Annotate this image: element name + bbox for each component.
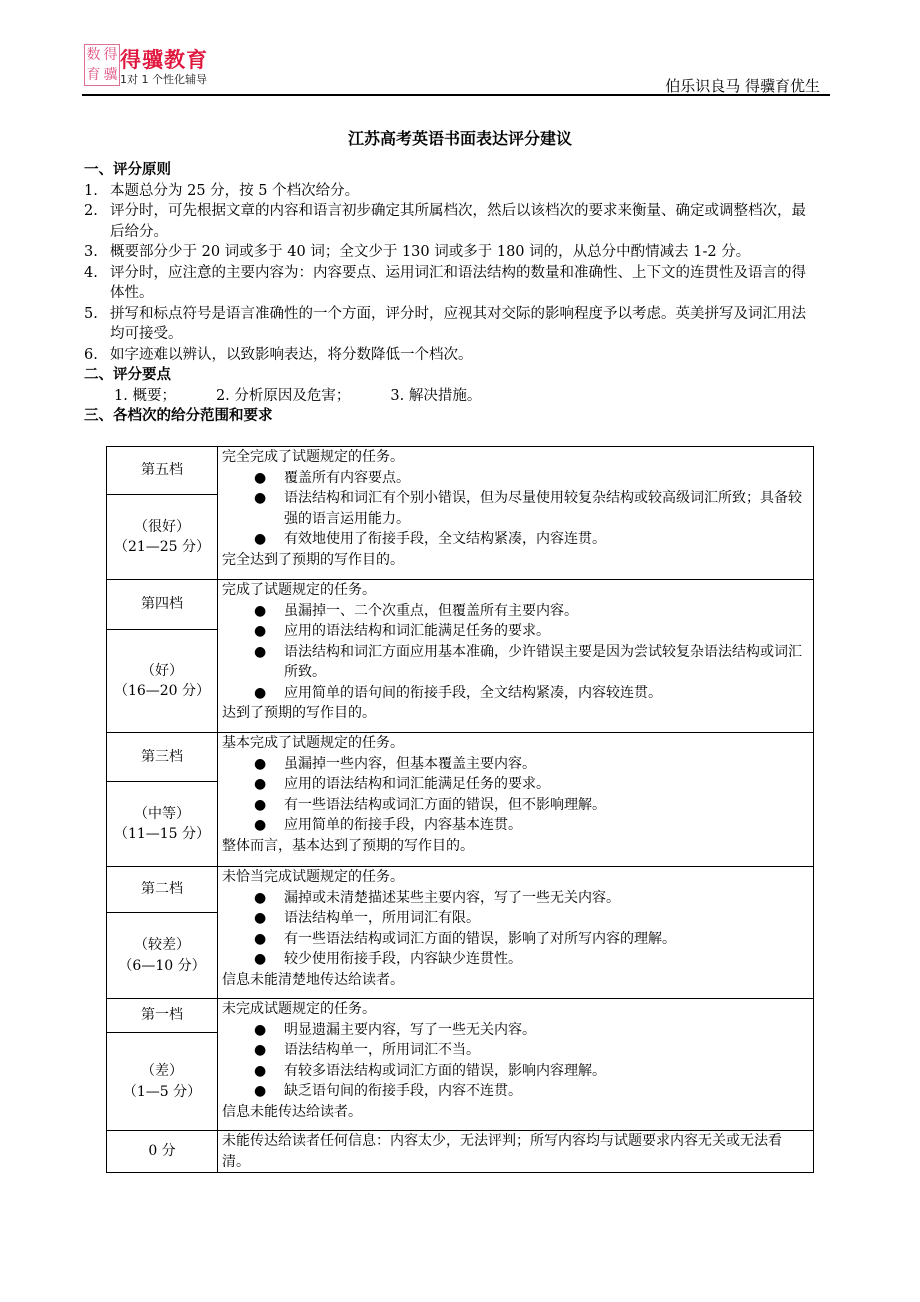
- header-divider: [82, 94, 830, 96]
- band-row: [107, 447, 814, 495]
- band-outro: 达到了预期的写作目的。: [222, 705, 376, 721]
- item-number: 3.: [84, 244, 98, 260]
- bullet-icon: ●: [254, 469, 267, 486]
- principle-item: [84, 181, 814, 202]
- logo-char: 骥: [103, 67, 118, 83]
- bullet-text: 应用简单的衔接手段，内容基本连贯。: [284, 817, 522, 833]
- bullet-item: [222, 488, 809, 529]
- band-row: [107, 580, 814, 630]
- band-label: （好）: [141, 662, 183, 679]
- item-number: 2.: [84, 203, 98, 219]
- item-text: 评分时，应注意的主要内容为：内容要点、运用词汇和语法结构的数量和准确性、上下文的连贯性及语言的得体性。: [110, 264, 806, 301]
- bullet-item: [222, 1040, 809, 1061]
- bullet-text: 有一些语法结构或词汇方面的错误，影响了对所写内容的理解。: [284, 930, 676, 947]
- grading-table: [106, 446, 814, 1173]
- bullet-text: 覆盖所有内容要点。: [284, 469, 410, 486]
- band-range: （21—25 分）: [113, 539, 211, 555]
- band-intro: 基本完成了试题规定的任务。: [222, 735, 404, 751]
- bullet-icon: ●: [254, 930, 267, 947]
- band-intro: 完全完成了试题规定的任务。: [222, 449, 404, 465]
- bullet-item: [222, 908, 809, 929]
- band-label: （差）: [141, 1063, 183, 1079]
- band-description: [218, 999, 814, 1131]
- bullet-item: [222, 642, 809, 683]
- principle-item: [84, 304, 814, 345]
- bullet-icon: ●: [254, 1062, 267, 1079]
- bullet-icon: ●: [254, 889, 267, 906]
- logo-char: 得: [103, 47, 118, 63]
- item-text: 拼写和标点符号是语言准确性的一个方面，评分时，应视其对交际的影响程度予以考虑。英美拼写及词汇用法均可接受。: [110, 305, 806, 342]
- bullet-item: [222, 468, 809, 489]
- bullet-icon: ●: [254, 531, 267, 547]
- band-score: [107, 782, 218, 867]
- bullet-text: 语法结构单一，所用词汇有限。: [284, 910, 480, 926]
- principle-item: [84, 345, 814, 366]
- item-number: 1.: [84, 182, 98, 199]
- bullet-icon: ●: [254, 951, 267, 967]
- band-row: [107, 999, 814, 1033]
- band-label: （很好）: [134, 518, 190, 535]
- band-score: [107, 495, 218, 580]
- bullet-item: [222, 683, 809, 704]
- document-body: [84, 160, 814, 427]
- bullet-item: [222, 774, 809, 795]
- bullet-text: 有一些语法结构或词汇方面的错误，但不影响理解。: [284, 796, 606, 813]
- band-name: 第五档: [107, 447, 218, 495]
- bullet-icon: ●: [254, 602, 267, 619]
- band-intro: 未完成试题规定的任务。: [222, 1001, 376, 1017]
- bullet-icon: ●: [254, 755, 267, 772]
- bullet-text: 虽漏掉一些内容，但基本覆盖主要内容。: [284, 755, 536, 772]
- bullet-item: [222, 621, 809, 642]
- zero-description: 未能传达给读者任何信息：内容太少，无法评判；所写内容均与试题要求内容无关或无法看清。: [218, 1131, 814, 1173]
- band-name: 第一档: [107, 999, 218, 1033]
- band-score: [107, 1033, 218, 1131]
- bullet-text: 有较多语法结构或词汇方面的错误，影响内容理解。: [284, 1062, 606, 1079]
- bullet-text: 虽漏掉一、二个次重点，但覆盖所有主要内容。: [284, 602, 578, 619]
- bullet-icon: ●: [254, 643, 267, 660]
- bullet-icon: ●: [254, 796, 267, 813]
- item-number: 4.: [84, 264, 98, 281]
- bullet-item: [222, 888, 809, 909]
- section-heading: 二、评分要点: [84, 367, 171, 383]
- band-description: [218, 447, 814, 580]
- bullet-item: [222, 1020, 809, 1041]
- band-range: （16—20 分）: [113, 683, 211, 699]
- bullet-text: 应用的语法结构和词汇能满足任务的要求。: [284, 776, 550, 792]
- band-range: （1—5 分）: [122, 1083, 202, 1100]
- item-text: 评分时，可先根据文章的内容和语言初步确定其所属档次，然后以该档次的要求来衡量、确定或调整档次，最后给分。: [110, 203, 806, 240]
- band-intro: 完成了试题规定的任务。: [222, 582, 376, 598]
- band-row: [107, 733, 814, 782]
- key-point: 2. 分析原因及危害；: [215, 387, 351, 404]
- band-outro: 整体而言，基本达到了预期的写作目的。: [222, 837, 474, 854]
- bullet-icon: ●: [254, 684, 267, 701]
- band-name: 第二档: [107, 867, 218, 913]
- bullet-icon: ●: [254, 623, 267, 639]
- principle-item: [84, 201, 814, 242]
- bullet-text: 较少使用衔接手段，内容缺少连贯性。: [284, 951, 522, 967]
- bullet-icon: ●: [254, 910, 267, 926]
- bullet-icon: ●: [254, 817, 267, 833]
- key-point: 1. 概要；: [114, 387, 176, 404]
- band-label: （中等）: [134, 805, 190, 822]
- band-row: [107, 867, 814, 913]
- bullet-icon: ●: [254, 1042, 267, 1058]
- bullet-text: 有效地使用了衔接手段，全文结构紧凑，内容连贯。: [284, 531, 606, 547]
- band-name: 第三档: [107, 733, 218, 782]
- section-heading: 一、评分原则: [84, 162, 171, 178]
- principle-item: [84, 263, 814, 304]
- band-outro: 信息未能传达给读者。: [222, 1103, 362, 1120]
- brand-name: 得骥教育: [120, 48, 208, 72]
- bullet-text: 缺乏语句间的衔接手段，内容不连贯。: [284, 1083, 522, 1099]
- bullet-item: [222, 795, 809, 816]
- band-description: [218, 733, 814, 867]
- band-label: （较差）: [134, 937, 190, 953]
- bullet-icon: ●: [254, 1083, 267, 1099]
- logo-char: 育: [86, 67, 101, 83]
- bullet-item: [222, 815, 809, 836]
- bullet-text: 漏掉或未清楚描述某些主要内容，写了一些无关内容。: [284, 889, 620, 906]
- key-point: 3. 解决措施。: [390, 387, 482, 404]
- band-score: [107, 913, 218, 999]
- section-heading: 三、各档次的给分范围和要求: [84, 408, 273, 424]
- bullet-icon: ●: [254, 490, 267, 506]
- bullet-text: 语法结构和词汇有个别小错误，但为尽量使用较复杂结构或较高级词汇所致；具备较强的语言运用能力。: [284, 490, 802, 527]
- band-outro: 完全达到了预期的写作目的。: [222, 551, 404, 568]
- item-number: 6.: [84, 346, 98, 363]
- band-description: [218, 867, 814, 999]
- bullet-item: [222, 601, 809, 622]
- bullet-item: [222, 949, 809, 970]
- bullet-text: 应用的语法结构和词汇能满足任务的要求。: [284, 623, 550, 639]
- bullet-text: 明显遗漏主要内容，写了一些无关内容。: [284, 1021, 536, 1038]
- bullet-item: [222, 754, 809, 775]
- bullet-item: [222, 529, 809, 550]
- page-title: 江苏高考英语书面表达评分建议: [347, 129, 572, 148]
- band-range: （11—15 分）: [113, 826, 211, 842]
- logo-char: 数: [86, 47, 101, 63]
- bullet-text: 语法结构单一，所用词汇不当。: [284, 1042, 480, 1058]
- principle-item: [84, 242, 814, 263]
- bullet-icon: ●: [254, 776, 267, 792]
- item-text: 本题总分为 25 分，按 5 个档次给分。: [110, 182, 360, 199]
- bullet-icon: ●: [254, 1021, 267, 1038]
- band-outro: 信息未能清楚地传达给读者。: [222, 971, 404, 988]
- bullet-text: 语法结构和词汇方面应用基本准确，少许错误主要是因为尝试较复杂语法结构或词汇所致。: [284, 643, 802, 680]
- brand-subtitle: 1对 1 个性化辅导: [120, 73, 207, 86]
- key-points: [84, 386, 814, 407]
- band-range: （6—10 分）: [118, 957, 206, 974]
- band-score: [107, 630, 218, 733]
- header-slogan: 伯乐识良马 得骥育优生: [665, 77, 820, 95]
- band-name: 第四档: [107, 580, 218, 630]
- bullet-item: [222, 1081, 809, 1102]
- item-number: 5.: [84, 305, 98, 322]
- logo-seal: [84, 44, 120, 86]
- bullet-item: [222, 929, 809, 950]
- band-intro: 未恰当完成试题规定的任务。: [222, 869, 404, 885]
- item-text: 如字迹难以辨认，以致影响表达，将分数降低一个档次。: [110, 346, 473, 363]
- band-row-zero: [107, 1131, 814, 1173]
- bullet-text: 应用简单的语句间的衔接手段，全文结构紧凑，内容较连贯。: [284, 684, 662, 701]
- bullet-item: [222, 1061, 809, 1082]
- zero-score: 0 分: [107, 1131, 218, 1173]
- band-description: [218, 580, 814, 733]
- item-text: 概要部分少于 20 词或多于 40 词；全文少于 130 词或多于 180 词的，从总分中酌情减去 1-2 分。: [110, 244, 751, 260]
